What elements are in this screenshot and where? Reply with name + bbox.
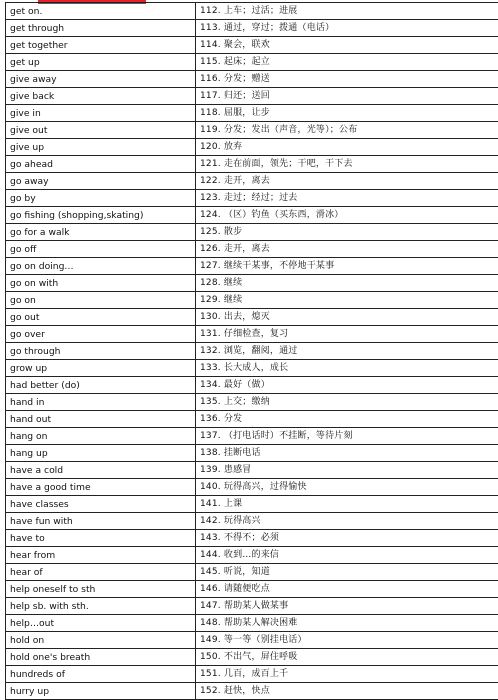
phrase-english: hang on — [6, 428, 196, 445]
table-row — [6, 360, 498, 377]
phrase-chinese — [196, 564, 498, 581]
phrase-chinese — [196, 20, 498, 37]
phrase-chinese — [196, 479, 498, 496]
phrase-english: go by — [6, 190, 196, 207]
phrase-chinese-text: 131. 仔细检查，复习 — [200, 329, 288, 339]
phrase-chinese-text: 136. 分发 — [200, 414, 242, 424]
phrase-english: go out — [6, 309, 196, 326]
phrase-chinese-text: 144. 收到…的来信 — [200, 550, 279, 560]
phrase-chinese-text: 128. 继续 — [200, 278, 242, 288]
phrase-english: have a good time — [6, 479, 196, 496]
phrase-english: hang up — [6, 445, 196, 462]
phrase-chinese — [196, 394, 498, 411]
table-row — [6, 258, 498, 275]
phrase-chinese — [196, 513, 498, 530]
table-row — [6, 598, 498, 615]
phrase-chinese — [196, 258, 498, 275]
phrase-chinese — [196, 496, 498, 513]
table-row — [6, 241, 498, 258]
table-row — [6, 632, 498, 649]
table-row — [6, 445, 498, 462]
table-row — [6, 54, 498, 71]
phrase-english: go on doing… — [6, 258, 196, 275]
table-row — [6, 105, 498, 122]
table-row — [6, 88, 498, 105]
phrase-english: give out — [6, 122, 196, 139]
phrase-chinese — [196, 445, 498, 462]
phrase-english: go over — [6, 326, 196, 343]
phrase-chinese-text: 112. 上车；过活；进展 — [200, 6, 298, 16]
phrase-chinese-text: 133. 长大成人，成长 — [200, 363, 288, 373]
phrase-chinese-text: 143. 不得不；必须 — [200, 533, 279, 543]
phrase-english: go on with — [6, 275, 196, 292]
table-row — [6, 139, 498, 156]
phrase-english: go through — [6, 343, 196, 360]
phrase-chinese-text: 141. 上课 — [200, 499, 242, 509]
phrase-chinese-text: 117. 归还；送回 — [200, 91, 270, 101]
phrase-chinese-text: 125. 散步 — [200, 227, 242, 237]
phrase-chinese — [196, 224, 498, 241]
phrase-chinese-text: 122. 走开，离去 — [200, 176, 270, 186]
phrase-english: help oneself to sth — [6, 581, 196, 598]
phrase-chinese-text: 121. 走在前面，领先；干吧，干下去 — [200, 159, 353, 169]
table-row — [6, 343, 498, 360]
table-row — [6, 683, 498, 700]
phrase-chinese-text: 120. 放弃 — [200, 142, 242, 152]
table-row — [6, 564, 498, 581]
phrase-chinese-text: 148. 帮助某人解决困难 — [200, 618, 298, 628]
table-row — [6, 190, 498, 207]
phrase-chinese — [196, 547, 498, 564]
phrase-english: hurry up — [6, 683, 196, 700]
phrase-english: get up — [6, 54, 196, 71]
table-row — [6, 37, 498, 54]
phrase-chinese — [196, 666, 498, 683]
phrase-english: give away — [6, 71, 196, 88]
table-row — [6, 666, 498, 683]
phrase-chinese — [196, 343, 498, 360]
phrase-chinese — [196, 156, 498, 173]
phrase-chinese — [196, 377, 498, 394]
table-row — [6, 122, 498, 139]
table-row — [6, 394, 498, 411]
phrase-chinese-text: 126. 走开，离去 — [200, 244, 270, 254]
phrase-english: go fishing (shopping,skating) — [6, 207, 196, 224]
phrase-english: have a cold — [6, 462, 196, 479]
phrase-chinese-text: 137. （打电话时）不挂断，等待片刻 — [200, 431, 353, 441]
phrase-english: have classes — [6, 496, 196, 513]
phrase-english: had better (do) — [6, 377, 196, 394]
phrase-chinese — [196, 173, 498, 190]
phrase-chinese — [196, 649, 498, 666]
table-row — [6, 292, 498, 309]
table-row — [6, 309, 498, 326]
table-row — [6, 462, 498, 479]
phrase-chinese-text: 138. 挂断电话 — [200, 448, 261, 458]
table-row — [6, 377, 498, 394]
phrase-english: give in — [6, 105, 196, 122]
table-row — [6, 428, 498, 445]
phrase-english: go on — [6, 292, 196, 309]
vocabulary-table — [5, 2, 498, 700]
phrase-chinese — [196, 428, 498, 445]
phrase-chinese — [196, 122, 498, 139]
phrase-chinese-text: 123. 走过；经过；过去 — [200, 193, 298, 203]
table-row — [6, 326, 498, 343]
phrase-chinese — [196, 462, 498, 479]
phrase-chinese-text: 152. 赶快，快点 — [200, 686, 270, 696]
table-row — [6, 20, 498, 37]
table-row — [6, 496, 498, 513]
table-row — [6, 207, 498, 224]
phrase-english: have to — [6, 530, 196, 547]
phrase-english: hand in — [6, 394, 196, 411]
phrase-chinese-text: 116. 分发；赠送 — [200, 74, 270, 84]
table-row — [6, 513, 498, 530]
table-row — [6, 479, 498, 496]
table-row — [6, 530, 498, 547]
phrase-chinese — [196, 54, 498, 71]
phrase-chinese — [196, 71, 498, 88]
table-row — [6, 547, 498, 564]
phrase-english: hold one's breath — [6, 649, 196, 666]
phrase-english: hear from — [6, 547, 196, 564]
phrase-chinese-text: 149. 等一等（别挂电话） — [200, 635, 307, 645]
table-row — [6, 156, 498, 173]
phrase-chinese — [196, 615, 498, 632]
phrase-chinese — [196, 275, 498, 292]
phrase-chinese — [196, 292, 498, 309]
phrase-chinese — [196, 241, 498, 258]
phrase-english: hear of — [6, 564, 196, 581]
phrase-chinese — [196, 530, 498, 547]
phrase-chinese-text: 145. 听说，知道 — [200, 567, 270, 577]
table-row — [6, 615, 498, 632]
phrase-chinese — [196, 411, 498, 428]
phrase-english: grow up — [6, 360, 196, 377]
phrase-chinese — [196, 581, 498, 598]
phrase-chinese — [196, 105, 498, 122]
phrase-chinese — [196, 632, 498, 649]
table-row — [6, 649, 498, 666]
phrase-chinese — [196, 190, 498, 207]
vocabulary-table-body — [6, 3, 498, 700]
phrase-english: help sb. with sth. — [6, 598, 196, 615]
phrase-english: hold on — [6, 632, 196, 649]
phrase-chinese-text: 140. 玩得高兴，过得愉快 — [200, 482, 307, 492]
phrase-chinese-text: 115. 起床；起立 — [200, 57, 270, 67]
table-row — [6, 581, 498, 598]
phrase-chinese — [196, 598, 498, 615]
phrase-english: give up — [6, 139, 196, 156]
phrase-chinese-text: 142. 玩得高兴 — [200, 516, 261, 526]
phrase-chinese-text: 134. 最好（做） — [200, 380, 270, 390]
phrase-english: hundreds of — [6, 666, 196, 683]
phrase-chinese-text: 151. 几百，成百上千 — [200, 669, 288, 679]
phrase-chinese-text: 135. 上交；缴纳 — [200, 397, 270, 407]
phrase-chinese — [196, 207, 498, 224]
phrase-chinese — [196, 360, 498, 377]
phrase-english: get on. — [6, 3, 196, 20]
phrase-chinese — [196, 139, 498, 156]
phrase-chinese-text: 139. 患感冒 — [200, 465, 252, 475]
phrase-english: hand out — [6, 411, 196, 428]
phrase-chinese — [196, 326, 498, 343]
phrase-english: go off — [6, 241, 196, 258]
table-row — [6, 411, 498, 428]
phrase-chinese-text: 130. 出去，熄灭 — [200, 312, 270, 322]
phrase-chinese-text: 150. 不出气，屏住呼吸 — [200, 652, 298, 662]
phrase-chinese-text: 146. 请随便吃点 — [200, 584, 270, 594]
phrase-chinese — [196, 88, 498, 105]
table-row — [6, 224, 498, 241]
phrase-chinese-text: 113. 通过，穿过；拨通（电话） — [200, 23, 334, 33]
table-row — [6, 71, 498, 88]
phrase-english: give back — [6, 88, 196, 105]
phrase-chinese-text: 127. 继续干某事，不停地干某事 — [200, 261, 334, 271]
phrase-chinese-text: 114. 聚会，联欢 — [200, 40, 270, 50]
phrase-english: get together — [6, 37, 196, 54]
phrase-english: go for a walk — [6, 224, 196, 241]
phrase-chinese-text: 119. 分发；发出（声音，光等）；公布 — [200, 125, 357, 135]
phrase-chinese-text: 132. 浏览，翻阅，通过 — [200, 346, 298, 356]
table-row — [6, 173, 498, 190]
phrase-chinese — [196, 3, 498, 20]
phrase-english: go ahead — [6, 156, 196, 173]
phrase-english: get through — [6, 20, 196, 37]
table-row — [6, 3, 498, 20]
phrase-chinese-text: 147. 帮助某人做某事 — [200, 601, 288, 611]
phrase-english: have fun with — [6, 513, 196, 530]
phrase-chinese-text: 118. 屈服，让步 — [200, 108, 270, 118]
phrase-english: go away — [6, 173, 196, 190]
phrase-chinese — [196, 309, 498, 326]
phrase-chinese-text: 124. （区）钓鱼（买东西，滑冰） — [200, 210, 344, 220]
phrase-chinese — [196, 37, 498, 54]
phrase-english: help…out — [6, 615, 196, 632]
table-row — [6, 275, 498, 292]
phrase-chinese-text: 129. 继续 — [200, 295, 242, 305]
phrase-chinese — [196, 683, 498, 700]
